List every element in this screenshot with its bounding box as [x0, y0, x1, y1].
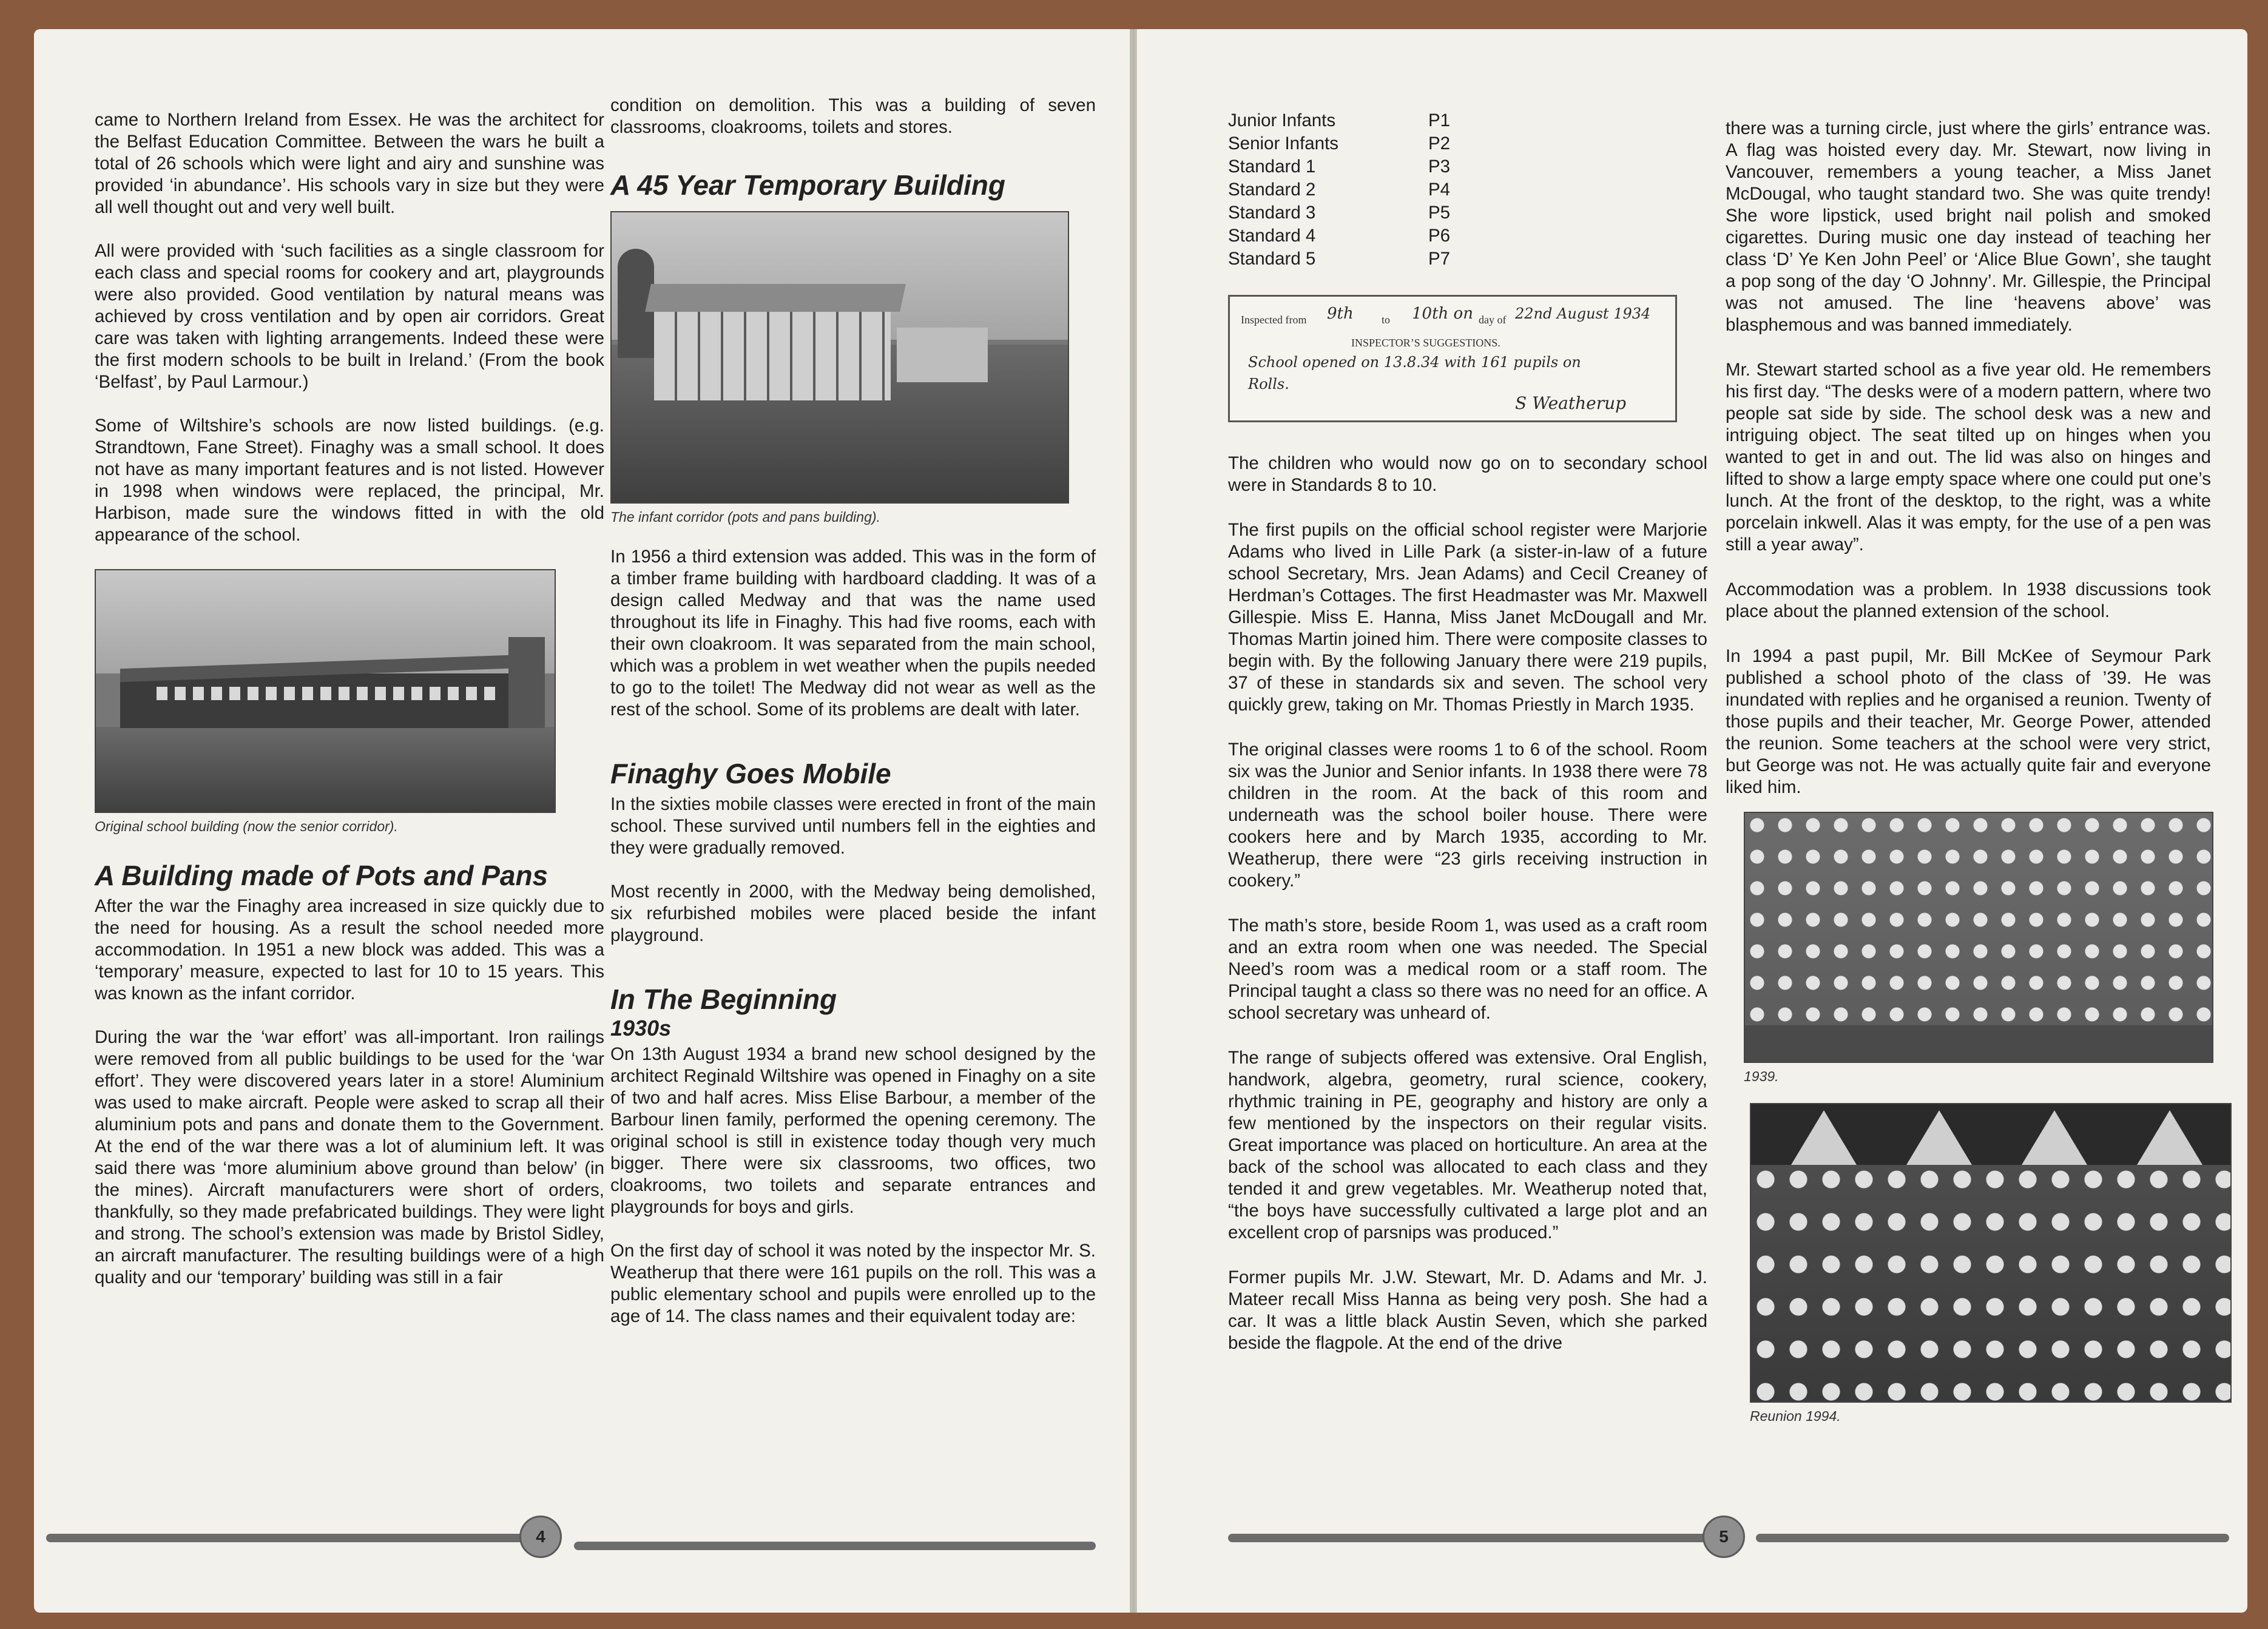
- old-class-name: Standard 4: [1228, 226, 1316, 246]
- section-heading: Finaghy Goes Mobile: [610, 758, 891, 789]
- column-1: [95, 109, 604, 1310]
- paragraph: Some of Wiltshire’s schools are now listed buildings. (e.g. Strandtown, Fane Street). Finaghy was a small school. It does not have as many important features and is not listed. However in 1998 when windows were replaced, the principal, Mr. Harbison, made sure the windows fitted in with the old appearance of the school.: [95, 416, 604, 545]
- new-class-name: P7: [1428, 249, 1451, 269]
- paragraph: After the war the Finaghy area increased in size quickly due to the need for housing. As a result the school needed more accommodation. In 1951 a new block was added. This was a ‘temporary’ measure, expected to last for 10 to 15 years. This was known as the infant corridor.: [95, 896, 604, 1003]
- paragraph: The first pupils on the official school register were Marjorie Adams who lived in Lille Park (a sister-in-law of a future school Secretary, Mrs. Jean Adams) and Cecil Creaney of Herdman’s Cottages. The first Headmaster was Mr. Maxwell Gillespie. Miss E. Hanna, Miss Janet McDougall and Mr. Thomas Martin joined him. There were composite classes to begin with. By the following January there were 219 pupils, 37 of these in standards six and seven. The school very quickly grew, taking on Mr. Thomas Priestly in March 1935.: [1228, 520, 1707, 715]
- new-class-name: P4: [1428, 180, 1451, 200]
- paragraph: came to Northern Ireland from Essex. He was the architect for the Belfast Education Committee. Between the wars he built a total of 26 schools which were light and airy and sunshine was provided ‘in abundance’. His schools vary in size but they were all well thought out and very well built.: [95, 110, 604, 217]
- new-class-name: P5: [1428, 203, 1451, 223]
- paragraph: Most recently in 2000, with the Medway being demolished, six refurbished mobiles were placed beside the infant playground.: [610, 882, 1096, 945]
- paragraph: The children who would now go on to secondary school were in Standards 8 to 10.: [1228, 453, 1707, 495]
- register-label: day of: [1479, 314, 1507, 326]
- paragraph: The math’s store, beside Room 1, was used as a craft room and an extra room when one was needed. The Special Need’s room was a medical room or a staff room. The Principal taught a class so there was no need for an office. A school secretary was unheard of.: [1228, 916, 1707, 1023]
- table-row: [1228, 178, 1450, 201]
- register-handwriting: 22nd August 1934: [1515, 305, 1651, 322]
- paragraph: The range of subjects offered was extensive. Oral English, handwork, algebra, geometry, rural science, cookery, rhythmic training in PE, geography and history are only a few mentioned by the inspectors on their regular visits. Great importance was placed on horticulture. An area at the back of the school was allocated to each class and they tended it and grew vegetables. Mr. Weatherup noted that, “the boys have successfully cultivated a large plot and an excellent crop of parsnips was produced.”: [1228, 1048, 1707, 1243]
- photo-caption: Original school building (now the senior corridor).: [95, 818, 398, 834]
- old-class-name: Standard 1: [1228, 157, 1316, 177]
- column-3: [1228, 109, 1707, 1376]
- register-title: INSPECTOR’S SUGGESTIONS.: [1351, 337, 1500, 349]
- table-row: [1228, 201, 1450, 224]
- section-subheading: 1930s: [610, 1016, 672, 1040]
- class-1939-photo: [1744, 812, 2213, 1063]
- paragraph: Mr. Stewart started school as a five year old. He remembers his first day. “The desks were of a modern pattern, where two people sat side by side. The school desk was a new and intriguing object. The seat tilted up on hinges when you wanted to get in and out. The lid was also on hinges and lifted to show a large empty space where one could put one’s lunch. At the front of the desktop, to the right, was a white porcelain inkwell. Alas it was empty, for the use of a pen was still a year away”.: [1726, 360, 2211, 555]
- old-class-name: Junior Infants: [1228, 110, 1336, 130]
- register-handwriting: School opened on 13.8.34 with 161 pupils on: [1248, 354, 1581, 371]
- page-number: 4: [519, 1516, 562, 1558]
- paragraph: condition on demolition. This was a building of seven classrooms, cloakrooms, toilets and stores.: [610, 95, 1096, 137]
- old-class-name: Standard 3: [1228, 203, 1316, 223]
- right-page: [1137, 29, 2247, 1613]
- paragraph: Accommodation was a problem. In 1938 discussions took place about the planned extension of the school.: [1726, 579, 2211, 621]
- paragraph: The original classes were rooms 1 to 6 of the school. Room six was the Junior and Senior infants. In 1938 there were 78 children in the room. At the back of this room and underneath was the school boiler house. There were cookers here and by March 1935, according to Mr. Weatherup, there were “23 girls receiving instruction in cookery.”: [1228, 740, 1707, 891]
- paragraph: On 13th August 1934 a brand new school designed by the architect Reginald Wiltshire was opened in Finaghy on a site of two and half acres. Miss Elise Barbour, a member of the Barbour linen family, performed the opening ceremony. The original school is still in existence today though very much bigger. There were six classrooms, two offices, two cloakrooms, two toilets and separate entrances and playgrounds for boys and girls.: [610, 1044, 1096, 1217]
- infant-corridor-photo: [610, 211, 1069, 504]
- section-heading: A 45 Year Temporary Building: [610, 169, 1006, 201]
- reunion-1994-photo: [1750, 1103, 2232, 1403]
- paragraph: there was a turning circle, just where the girls’ entrance was. A flag was hoisted every day. Mr. Stewart, now living in Vancouver, remembers a young teacher, a Miss Janet McDougal, who taught standard two. She was quite trendy! She wore lipstick, used bright nail polish and smoked cigarettes. During music one day instead of teaching her class ‘D’ Ye Ken John Peel’ or ‘Alice Blue Gown’, she taught a pop song of the day ‘O Johnny’. Mr. Gillespie, the Principal was not amused. The line ‘heavens above’ was blasphemous and was banned immediately.: [1726, 118, 2211, 335]
- column-4: [1726, 118, 2211, 1449]
- footer-rule-right: [1756, 1534, 2229, 1542]
- class-names-table: [1228, 109, 1450, 271]
- table-row: [1228, 248, 1450, 271]
- register-label: to: [1382, 314, 1391, 326]
- register-handwriting: 10th on: [1412, 305, 1473, 323]
- footer-rule-right: [574, 1542, 1096, 1550]
- new-class-name: P3: [1428, 157, 1451, 177]
- paragraph: On the first day of school it was noted by the inspector Mr. S. Weatherup that there were 161 pupils on the roll. This was a public elementary school and pupils were enrolled up to the age of 14. The class names and their equivalent today are:: [610, 1241, 1096, 1326]
- inspector-register-extract: [1228, 295, 1677, 422]
- old-class-name: Standard 2: [1228, 180, 1316, 200]
- old-class-name: Standard 5: [1228, 249, 1316, 269]
- photo-caption: 1939.: [1744, 1068, 1779, 1084]
- footer-rule-left: [1228, 1534, 1713, 1542]
- new-class-name: P2: [1428, 133, 1451, 153]
- table-row: [1228, 224, 1450, 248]
- photo-caption: Reunion 1994.: [1750, 1408, 1841, 1424]
- footer-rule-left: [46, 1534, 525, 1542]
- paragraph: In 1956 a third extension was added. This was in the form of a timber frame building with hardboard cladding. It was of a design called Medway and that was the name used throughout its life in Finaghy. This had five rooms, each with their own cloakroom. It was separated from the main school, which was a problem in wet weather when the pupils needed to go to the toilet! The Medway did not wear as well as the rest of the school. Some of its problems are dealt with later.: [610, 547, 1096, 720]
- page-number: 5: [1703, 1516, 1745, 1558]
- section-heading: In The Beginning: [610, 983, 837, 1015]
- column-2: [610, 95, 1096, 1349]
- paragraph: In 1994 a past pupil, Mr. Bill McKee of Seymour Park published a school photo of the class of ’39. He was inundated with replies and he organised a reunion. Twenty of those pupils and their teacher, Mr. George Power, attended the reunion. Some teachers at the school were very strict, but George was not. He was actually quite fair and everyone liked him.: [1726, 646, 2211, 797]
- section-heading: A Building made of Pots and Pans: [95, 860, 548, 891]
- old-class-name: Senior Infants: [1228, 133, 1339, 153]
- register-handwriting: Rolls.: [1248, 376, 1289, 393]
- register-label: Inspected from: [1241, 314, 1307, 326]
- paragraph: In the sixties mobile classes were erected in front of the main school. These survived until numbers fell in the eighties and they were gradually removed.: [610, 794, 1096, 858]
- new-class-name: P6: [1428, 226, 1451, 246]
- photo-caption: The infant corridor (pots and pans building).: [610, 509, 880, 525]
- paragraph: Former pupils Mr. J.W. Stewart, Mr. D. Adams and Mr. J. Mateer recall Miss Hanna as being very posh. She had a car. It was a little black Austin Seven, which she parked beside the flagpole. At the end of the drive: [1228, 1267, 1707, 1353]
- paragraph: All were provided with ‘such facilities as a single classroom for each class and special rooms for cookery and art, playgrounds were also provided. Good ventilation by natural means was achieved by cross ventilation and by open air corridors. Great care was taken with lighting arrangements. Indeed these were the first modern schools to be built in Ireland.’ (From the book ‘Belfast’, by Paul Larmour.): [95, 241, 604, 392]
- inspector-signature: S Weatherup: [1515, 393, 1627, 413]
- register-handwriting: 9th: [1327, 305, 1354, 323]
- table-row: [1228, 109, 1450, 132]
- table-row: [1228, 155, 1450, 178]
- left-page: [34, 29, 1130, 1613]
- new-class-name: P1: [1428, 110, 1451, 130]
- table-row: [1228, 132, 1450, 155]
- original-school-photo: [95, 569, 556, 813]
- paragraph: During the war the ‘war effort’ was all-important. Iron railings were removed from all public buildings to be used for the ‘war effort’. They were discovered years later in a store! Aluminium was used to make aircraft. People were asked to scrap all their aluminium pots and pans and donate them to the Government. At the end of the war there was a lot of aluminium left. It was said there was ‘more aluminium above ground than below’ (in the mines). Aircraft manufacturers were short of orders, thankfully, so they made prefabricated buildings. They were light and strong. The school’s extension was made by Bristol Sidley, an aircraft manufacturer. The resulting buildings were of a high quality and our ‘temporary’ building was still in a fair: [95, 1027, 604, 1287]
